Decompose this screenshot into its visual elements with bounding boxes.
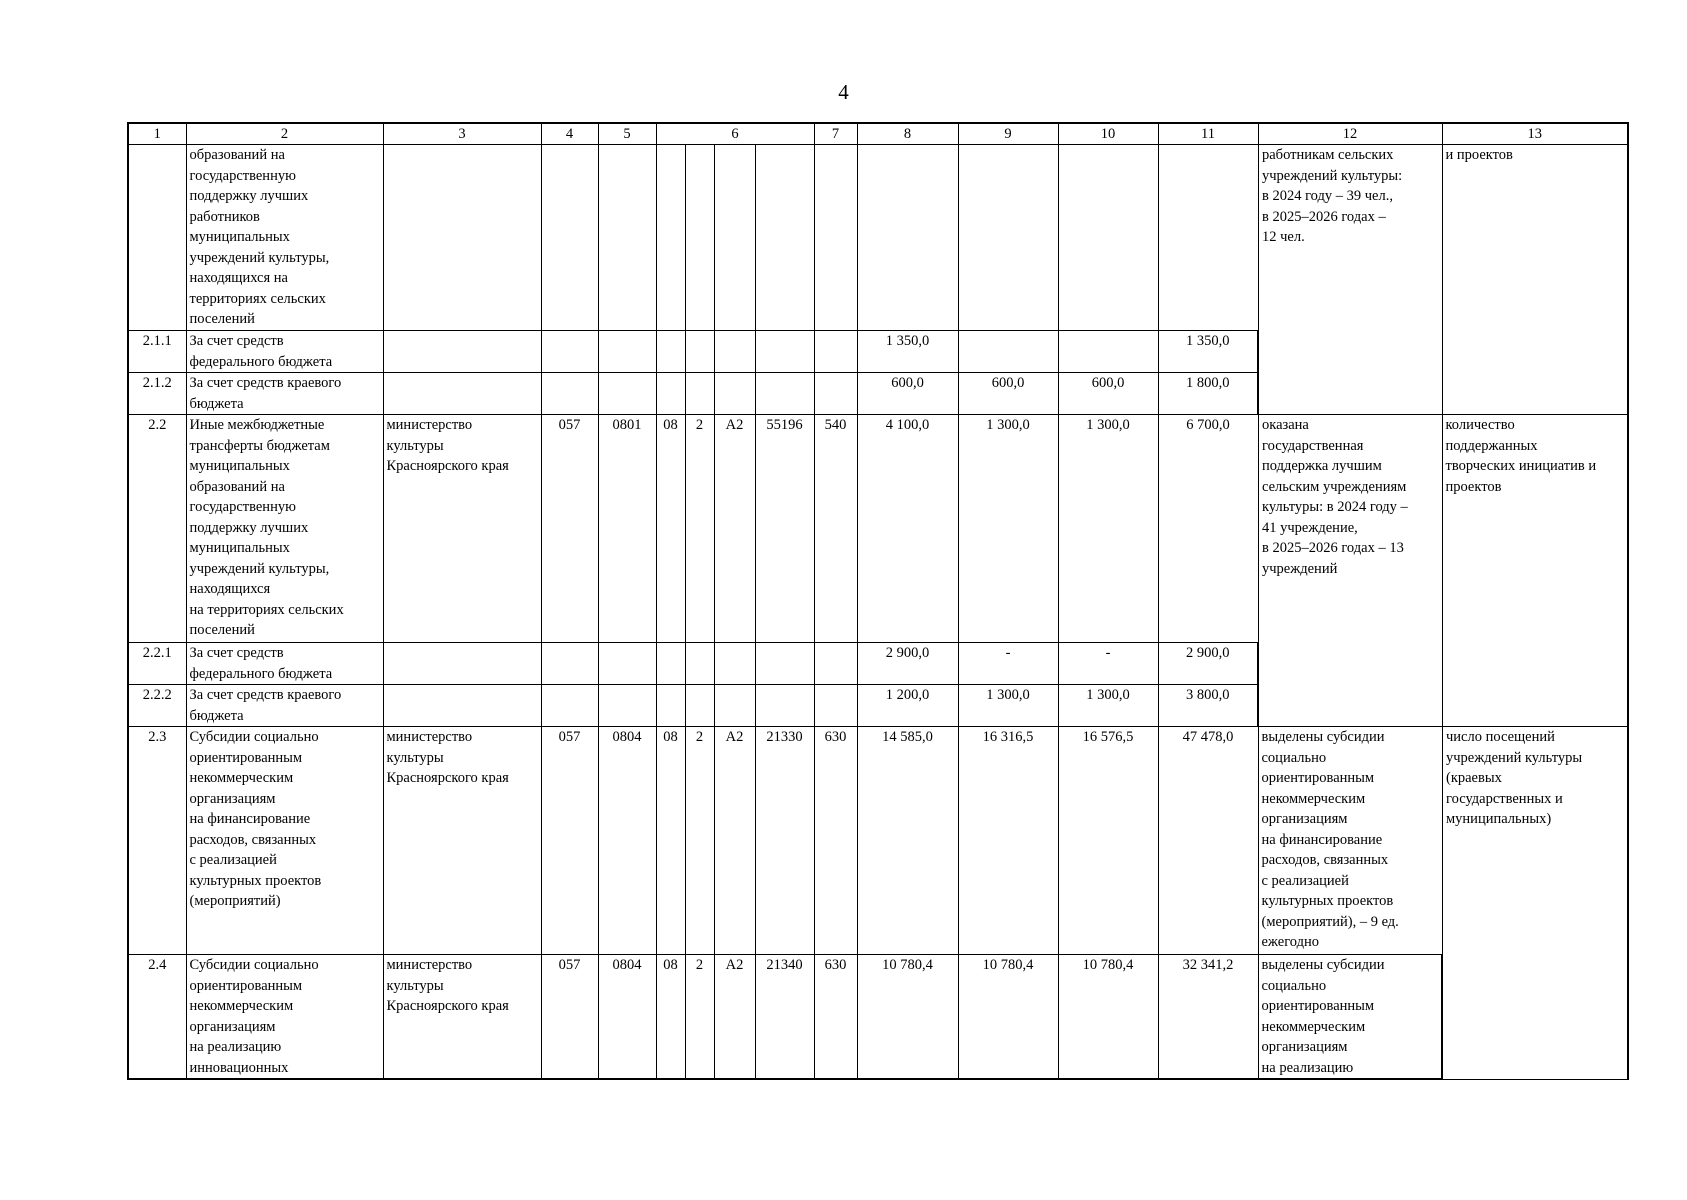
amount-2026-cell	[1058, 145, 1158, 331]
description-cell: За счет средств федерального бюджета	[186, 643, 383, 685]
row-number-cell: 2.2	[128, 415, 186, 643]
header-cell: 7	[814, 123, 857, 145]
section-code-cell: 0804	[598, 727, 656, 955]
csr-direction-cell	[755, 643, 814, 685]
csr-subprogram-cell: 2	[685, 415, 714, 643]
amount-2024-cell: 10 780,4	[857, 955, 958, 1080]
gr-code-cell: 057	[541, 415, 598, 643]
description-cell: За счет средств краевого бюджета	[186, 685, 383, 727]
table-row	[128, 145, 1628, 331]
executor-cell: министерство культуры Красноярского края	[383, 955, 541, 1080]
table-row	[128, 415, 1628, 643]
amount-2025-cell: 10 780,4	[958, 955, 1058, 1080]
csr-project-cell: А2	[714, 727, 755, 955]
executor-cell: министерство культуры Красноярского края	[383, 415, 541, 643]
header-cell: 13	[1442, 123, 1628, 145]
amount-2024-cell: 1 350,0	[857, 331, 958, 373]
header-cell: 9	[958, 123, 1058, 145]
executor-cell	[383, 331, 541, 373]
csr-program-cell: 08	[656, 415, 685, 643]
expected-result-cell: выделены субсидии социально ориентированным некоммерческим организациям на реализацию	[1258, 955, 1442, 1080]
vr-code-cell	[814, 331, 857, 373]
vr-code-cell	[814, 685, 857, 727]
amount-2025-cell: -	[958, 643, 1058, 685]
section-code-cell	[598, 331, 656, 373]
amount-2026-cell: 600,0	[1058, 373, 1158, 415]
amount-2026-cell	[1058, 331, 1158, 373]
header-cell: 2	[186, 123, 383, 145]
amount-2025-cell: 16 316,5	[958, 727, 1058, 955]
csr-project-cell	[714, 331, 755, 373]
csr-direction-cell	[755, 685, 814, 727]
csr-direction-cell: 55196	[755, 415, 814, 643]
csr-program-cell	[656, 373, 685, 415]
csr-direction-cell	[755, 331, 814, 373]
executor-cell	[383, 373, 541, 415]
row-number-cell: 2.1.1	[128, 331, 186, 373]
section-code-cell	[598, 373, 656, 415]
row-number-cell: 2.3	[128, 727, 186, 955]
csr-subprogram-cell	[685, 685, 714, 727]
row-number-cell: 2.2.1	[128, 643, 186, 685]
csr-project-cell: А2	[714, 415, 755, 643]
section-code-cell	[598, 685, 656, 727]
gr-code-cell	[541, 145, 598, 331]
header-cell: 8	[857, 123, 958, 145]
csr-project-cell	[714, 145, 755, 331]
row-number-cell: 2.1.2	[128, 373, 186, 415]
vr-code-cell	[814, 373, 857, 415]
amount-total-cell: 32 341,2	[1158, 955, 1258, 1080]
csr-program-cell	[656, 685, 685, 727]
section-code-cell	[598, 643, 656, 685]
csr-program-cell	[656, 643, 685, 685]
amount-2024-cell: 14 585,0	[857, 727, 958, 955]
csr-direction-cell: 21330	[755, 727, 814, 955]
csr-project-cell: А2	[714, 955, 755, 1080]
expected-result-cell: оказана государственная поддержка лучшим сельским учреждениям культуры: в 2024 году – 41 учреждение, в 2025–2026 годах – 13 учреждений	[1258, 415, 1442, 727]
amount-2026-cell: 16 576,5	[1058, 727, 1158, 955]
csr-subprogram-cell	[685, 643, 714, 685]
executor-cell	[383, 685, 541, 727]
amount-2025-cell	[958, 145, 1058, 331]
table-row	[128, 955, 1628, 1080]
amount-2025-cell: 1 300,0	[958, 415, 1058, 643]
amount-2024-cell: 600,0	[857, 373, 958, 415]
header-cell: 5	[598, 123, 656, 145]
csr-direction-cell	[755, 145, 814, 331]
row-number-cell: 2.2.2	[128, 685, 186, 727]
header-cell: 12	[1258, 123, 1442, 145]
csr-direction-cell	[755, 373, 814, 415]
vr-code-cell	[814, 643, 857, 685]
csr-project-cell	[714, 373, 755, 415]
csr-program-cell: 08	[656, 955, 685, 1080]
amount-2025-cell	[958, 331, 1058, 373]
description-cell: Иные межбюджетные трансферты бюджетам муниципальных образований на государственную поддержку лучших муниципальных учреждений культуры, находящихся на территориях сельских поселений	[186, 415, 383, 643]
amount-total-cell	[1158, 145, 1258, 331]
gr-code-cell	[541, 331, 598, 373]
amount-2026-cell: 1 300,0	[1058, 685, 1158, 727]
description-cell: образований на государственную поддержку лучших работников муниципальных учреждений культуры, находящихся на территориях сельских поселений	[186, 145, 383, 331]
section-code-cell: 0801	[598, 415, 656, 643]
amount-2024-cell	[857, 145, 958, 331]
gr-code-cell: 057	[541, 727, 598, 955]
vr-code-cell: 540	[814, 415, 857, 643]
column-number-row	[128, 123, 1628, 145]
amount-2024-cell: 4 100,0	[857, 415, 958, 643]
section-code-cell	[598, 145, 656, 331]
amount-2025-cell: 600,0	[958, 373, 1058, 415]
table-row	[128, 727, 1628, 955]
csr-subprogram-cell: 2	[685, 955, 714, 1080]
description-cell: Субсидии социально ориентированным некоммерческим организациям на реализацию инновационных	[186, 955, 383, 1080]
header-cell: 11	[1158, 123, 1258, 145]
csr-program-cell	[656, 331, 685, 373]
executor-cell: министерство культуры Красноярского края	[383, 727, 541, 955]
csr-program-cell	[656, 145, 685, 331]
gr-code-cell	[541, 643, 598, 685]
gr-code-cell: 057	[541, 955, 598, 1080]
amount-total-cell: 3 800,0	[1158, 685, 1258, 727]
csr-direction-cell: 21340	[755, 955, 814, 1080]
csr-program-cell: 08	[656, 727, 685, 955]
executor-cell	[383, 145, 541, 331]
vr-code-cell: 630	[814, 727, 857, 955]
amount-2025-cell: 1 300,0	[958, 685, 1058, 727]
gr-code-cell	[541, 373, 598, 415]
indicator-cell: число посещений учреждений культуры (краевых государственных и муниципальных)	[1442, 727, 1628, 1080]
gr-code-cell	[541, 685, 598, 727]
csr-subprogram-cell	[685, 331, 714, 373]
budget-table	[127, 122, 1629, 1080]
amount-2026-cell: -	[1058, 643, 1158, 685]
amount-2024-cell: 1 200,0	[857, 685, 958, 727]
description-cell: Субсидии социально ориентированным некоммерческим организациям на финансирование расходов, связанных с реализацией культурных проектов (мероприятий)	[186, 727, 383, 955]
row-number-cell	[128, 145, 186, 331]
amount-total-cell: 2 900,0	[1158, 643, 1258, 685]
amount-2026-cell: 1 300,0	[1058, 415, 1158, 643]
header-cell: 10	[1058, 123, 1158, 145]
header-cell: 6	[656, 123, 814, 145]
header-cell: 1	[128, 123, 186, 145]
csr-subprogram-cell: 2	[685, 727, 714, 955]
expected-result-cell: работникам сельских учреждений культуры: в 2024 году – 39 чел., в 2025–2026 годах – 12 чел.	[1258, 145, 1442, 415]
expected-result-cell: выделены субсидии социально ориентированным некоммерческим организациям на финансирование расходов, связанных с реализацией культурных проектов (мероприятий), – 9 ед. ежегодно	[1258, 727, 1442, 955]
amount-total-cell: 6 700,0	[1158, 415, 1258, 643]
amount-total-cell: 1 800,0	[1158, 373, 1258, 415]
csr-subprogram-cell	[685, 373, 714, 415]
executor-cell	[383, 643, 541, 685]
csr-project-cell	[714, 643, 755, 685]
section-code-cell: 0804	[598, 955, 656, 1080]
indicator-cell: количество поддержанных творческих инициатив и проектов	[1442, 415, 1628, 727]
amount-total-cell: 47 478,0	[1158, 727, 1258, 955]
indicator-cell: и проектов	[1442, 145, 1628, 415]
vr-code-cell: 630	[814, 955, 857, 1080]
description-cell: За счет средств федерального бюджета	[186, 331, 383, 373]
amount-2026-cell: 10 780,4	[1058, 955, 1158, 1080]
page-number: 4	[838, 80, 849, 104]
description-cell: За счет средств краевого бюджета	[186, 373, 383, 415]
csr-subprogram-cell	[685, 145, 714, 331]
vr-code-cell	[814, 145, 857, 331]
row-number-cell: 2.4	[128, 955, 186, 1080]
amount-2024-cell: 2 900,0	[857, 643, 958, 685]
csr-project-cell	[714, 685, 755, 727]
amount-total-cell: 1 350,0	[1158, 331, 1258, 373]
header-cell: 3	[383, 123, 541, 145]
header-cell: 4	[541, 123, 598, 145]
